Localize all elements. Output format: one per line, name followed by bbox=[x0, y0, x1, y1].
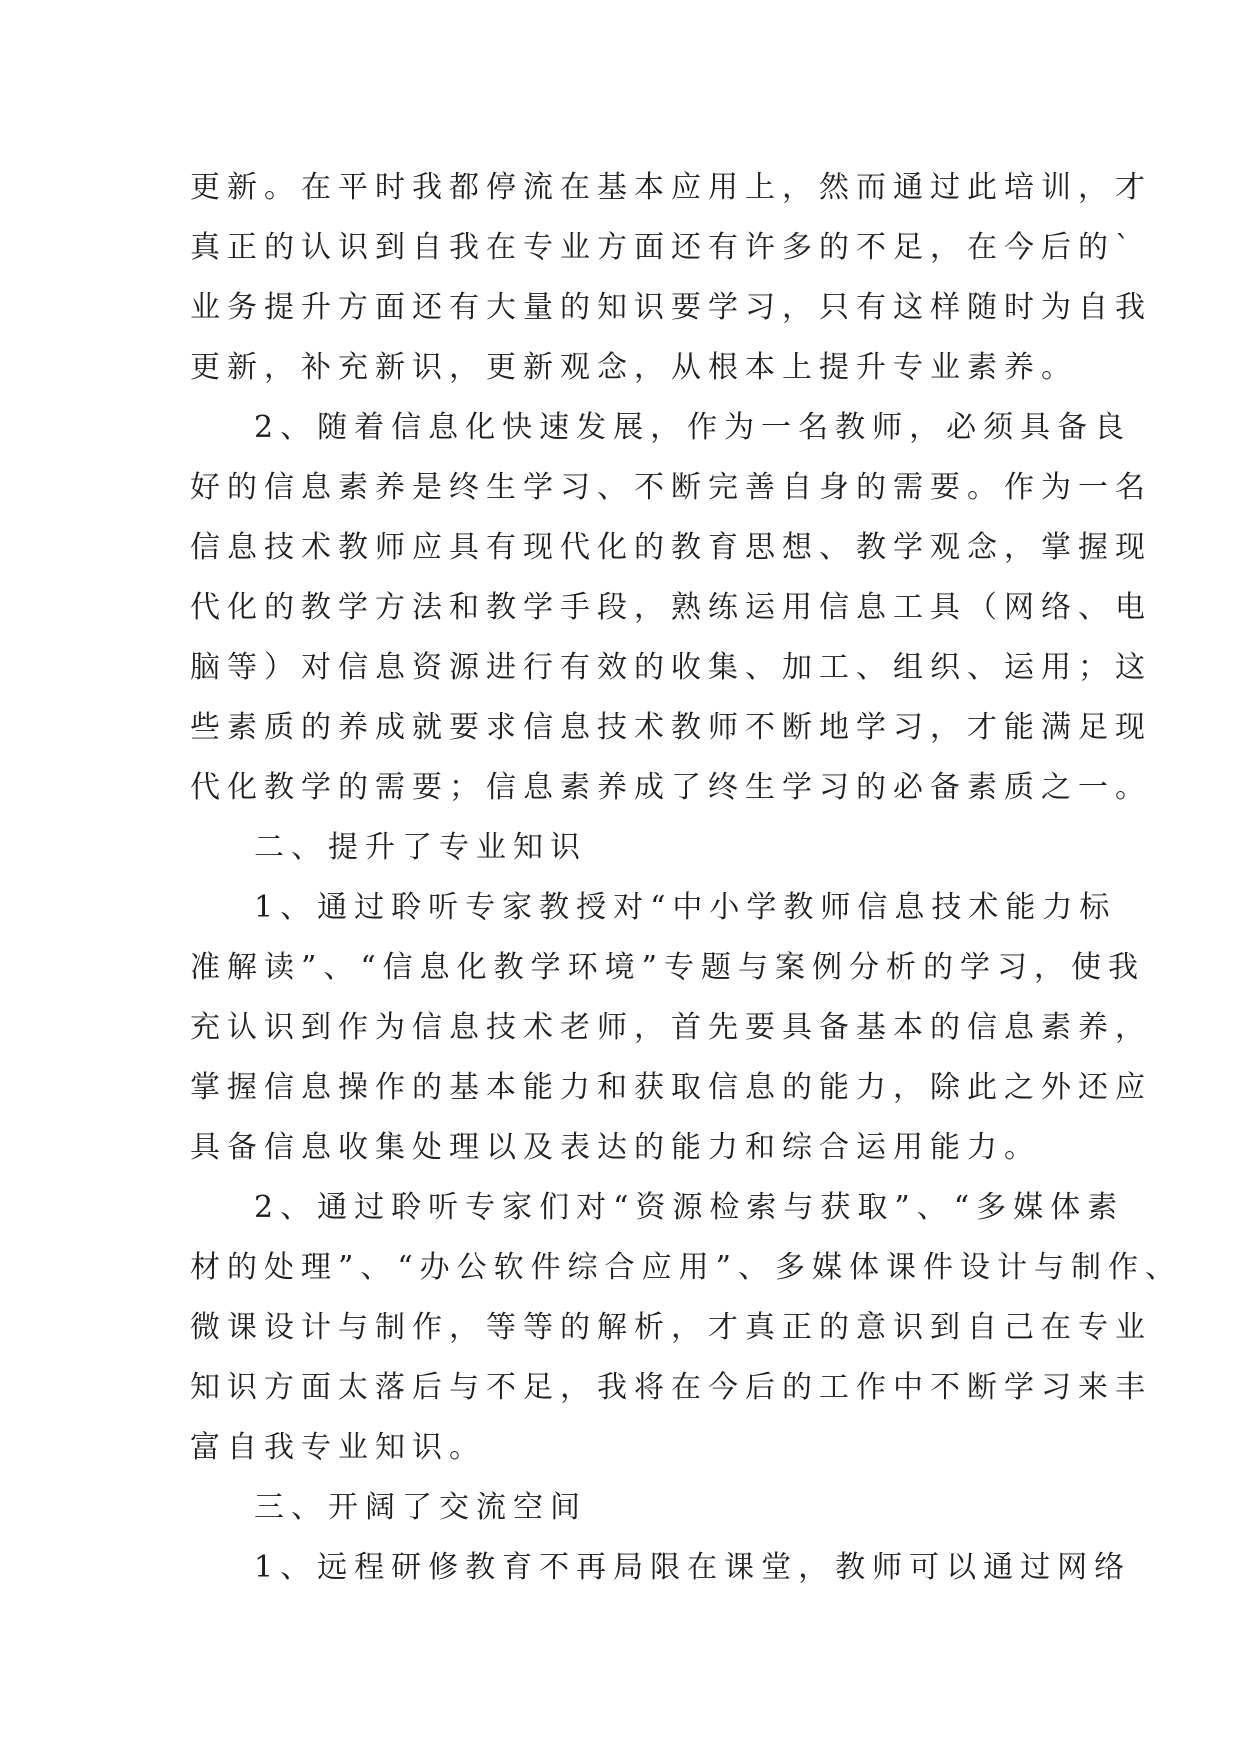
text-line: 准解读”、“信息化教学环境”专题与案例分析的学习，使我 bbox=[190, 950, 1146, 985]
paragraph-start-line: 2、随着信息化快速发展，作为一名教师，必须具备良 bbox=[254, 410, 1132, 445]
text-line: 更新。在平时我都停流在基本应用上，然而通过此培训，才 bbox=[190, 170, 1152, 205]
text-line: 微课设计与制作，等等的解析，才真正的意识到自己在专业 bbox=[190, 1310, 1152, 1345]
text-line: 代化教学的需要；信息素养成了终生学习的必备素质之一。 bbox=[190, 770, 1152, 805]
text-line: 代化的教学方法和教学手段，熟练运用信息工具（网络、电 bbox=[190, 590, 1152, 625]
section-heading: 二、提升了专业知识 bbox=[254, 830, 587, 865]
paragraph-start-line: 1、远程研修教育不再局限在课堂，教师可以通过网络 bbox=[254, 1550, 1132, 1585]
text-line: 真正的认识到自我在专业方面还有许多的不足，在今后的` bbox=[190, 230, 1137, 265]
paragraph-start-line: 2、通过聆听专家们对“资源检索与获取”、“多媒体素 bbox=[254, 1190, 1125, 1225]
text-line: 材的处理”、“办公软件综合应用”、多媒体课件设计与制作、 bbox=[190, 1250, 1183, 1285]
text-line: 信息技术教师应具有现代化的教育思想、教学观念，掌握现 bbox=[190, 530, 1152, 565]
text-line: 些素质的养成就要求信息技术教师不断地学习，才能满足现 bbox=[190, 710, 1152, 745]
document-body bbox=[190, 158, 1183, 1598]
text-line: 充认识到作为信息技术老师，首先要具备基本的信息素养， bbox=[190, 1010, 1152, 1045]
text-line: 业务提升方面还有大量的知识要学习，只有这样随时为自我 bbox=[190, 290, 1152, 325]
text-line: 更新，补充新识，更新观念，从根本上提升专业素养。 bbox=[190, 350, 1078, 385]
text-line: 脑等）对信息资源进行有效的收集、加工、组织、运用；这 bbox=[190, 650, 1152, 685]
section-heading: 三、开阔了交流空间 bbox=[254, 1490, 587, 1525]
text-line: 具备信息收集处理以及表达的能力和综合运用能力。 bbox=[190, 1130, 1041, 1165]
paragraph-start-line: 1、通过聆听专家教授对“中小学教师信息技术能力标 bbox=[254, 890, 1117, 925]
text-line: 知识方面太落后与不足，我将在今后的工作中不断学习来丰 bbox=[190, 1370, 1152, 1405]
text-line: 掌握信息操作的基本能力和获取信息的能力，除此之外还应 bbox=[190, 1070, 1152, 1105]
text-line: 富自我专业知识。 bbox=[190, 1430, 486, 1465]
text-line: 好的信息素养是终生学习、不断完善自身的需要。作为一名 bbox=[190, 470, 1152, 505]
